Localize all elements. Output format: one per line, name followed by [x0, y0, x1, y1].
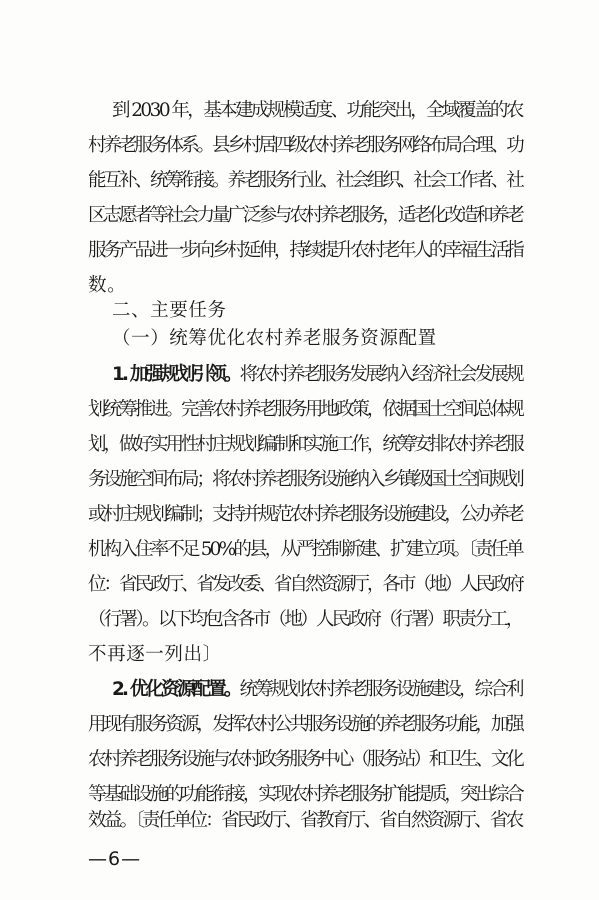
paragraph-line: 务设施空间布局；将农村养老服务设施纳入乡镇级国土空间规划	[88, 469, 522, 490]
paragraph-line: 不再逐一列出〕	[88, 644, 222, 665]
item2-label: 2. 优化资源配置。	[112, 679, 240, 700]
item2-first-line	[112, 679, 522, 701]
item1-first-line	[112, 364, 522, 386]
paragraph-line: （行署）。以下均包含各市（地）人民政府（行署）职责分工，	[88, 609, 522, 630]
paragraph-line: 划，做好实用性村庄规划编制和实施工作，统筹安排农村养老服	[88, 434, 522, 455]
paragraph-line: 位：省民政厅、省发改委、省自然资源厅，各市（地）人民政府	[88, 574, 522, 595]
paragraph-line: 划统筹推进。完善农村养老服务用地政策，依据国土空间总体规	[88, 399, 522, 420]
paragraph-line: 用现有服务资源，发挥农村公共服务设施的养老服务功能，加强	[88, 714, 522, 735]
item1-label: 1. 加强规划引领。	[112, 364, 240, 385]
page-number: —6—	[88, 848, 142, 870]
paragraph-line: 到 2030 年，基本建成规模适度、功能突出，全域覆盖的农	[112, 100, 522, 121]
paragraph-line: 等基础设施的功能衔接，实现农村养老服务扩能提质，突出综合	[88, 784, 522, 805]
paragraph-line: 能互补、统筹衔接。养老服务行业、社会组织、社会工作者、社	[88, 170, 522, 191]
paragraph-line: 效益。〔责任单位：省民政厅、省教育厅、省自然资源厅、省农	[88, 810, 522, 831]
section-heading: 二、主要任务	[112, 300, 227, 321]
paragraph-line: 区志愿者等社会力量广泛参与农村养老服务，适老化改造和养老	[88, 205, 522, 226]
paragraph-line: 农村养老服务设施与农村政务服务中心（服务站）和卫生、文化	[88, 749, 522, 770]
item2-text: 统筹规划农村养老服务设施建设，综合利	[239, 679, 522, 700]
item1-text: 将农村养老服务发展纳入经济社会发展规	[239, 364, 522, 385]
subsection-heading: （一）统筹优化农村养老服务资源配置	[112, 328, 437, 349]
paragraph-line: 或村庄规划编制；支持并规范农村养老服务设施建设，公办养老	[88, 504, 522, 525]
paragraph-line: 村养老服务体系。县乡村居四级农村养老服务网络布局合理、功	[88, 135, 522, 156]
paragraph-line: 服务产品进一步向乡村延伸，持续提升农村老年人的幸福生活指	[88, 240, 522, 261]
paragraph-line: 机构入住率不足 50%的县，从严控制新建、扩建立项。〔责任单	[88, 539, 522, 560]
paragraph-line: 数。	[88, 275, 127, 296]
